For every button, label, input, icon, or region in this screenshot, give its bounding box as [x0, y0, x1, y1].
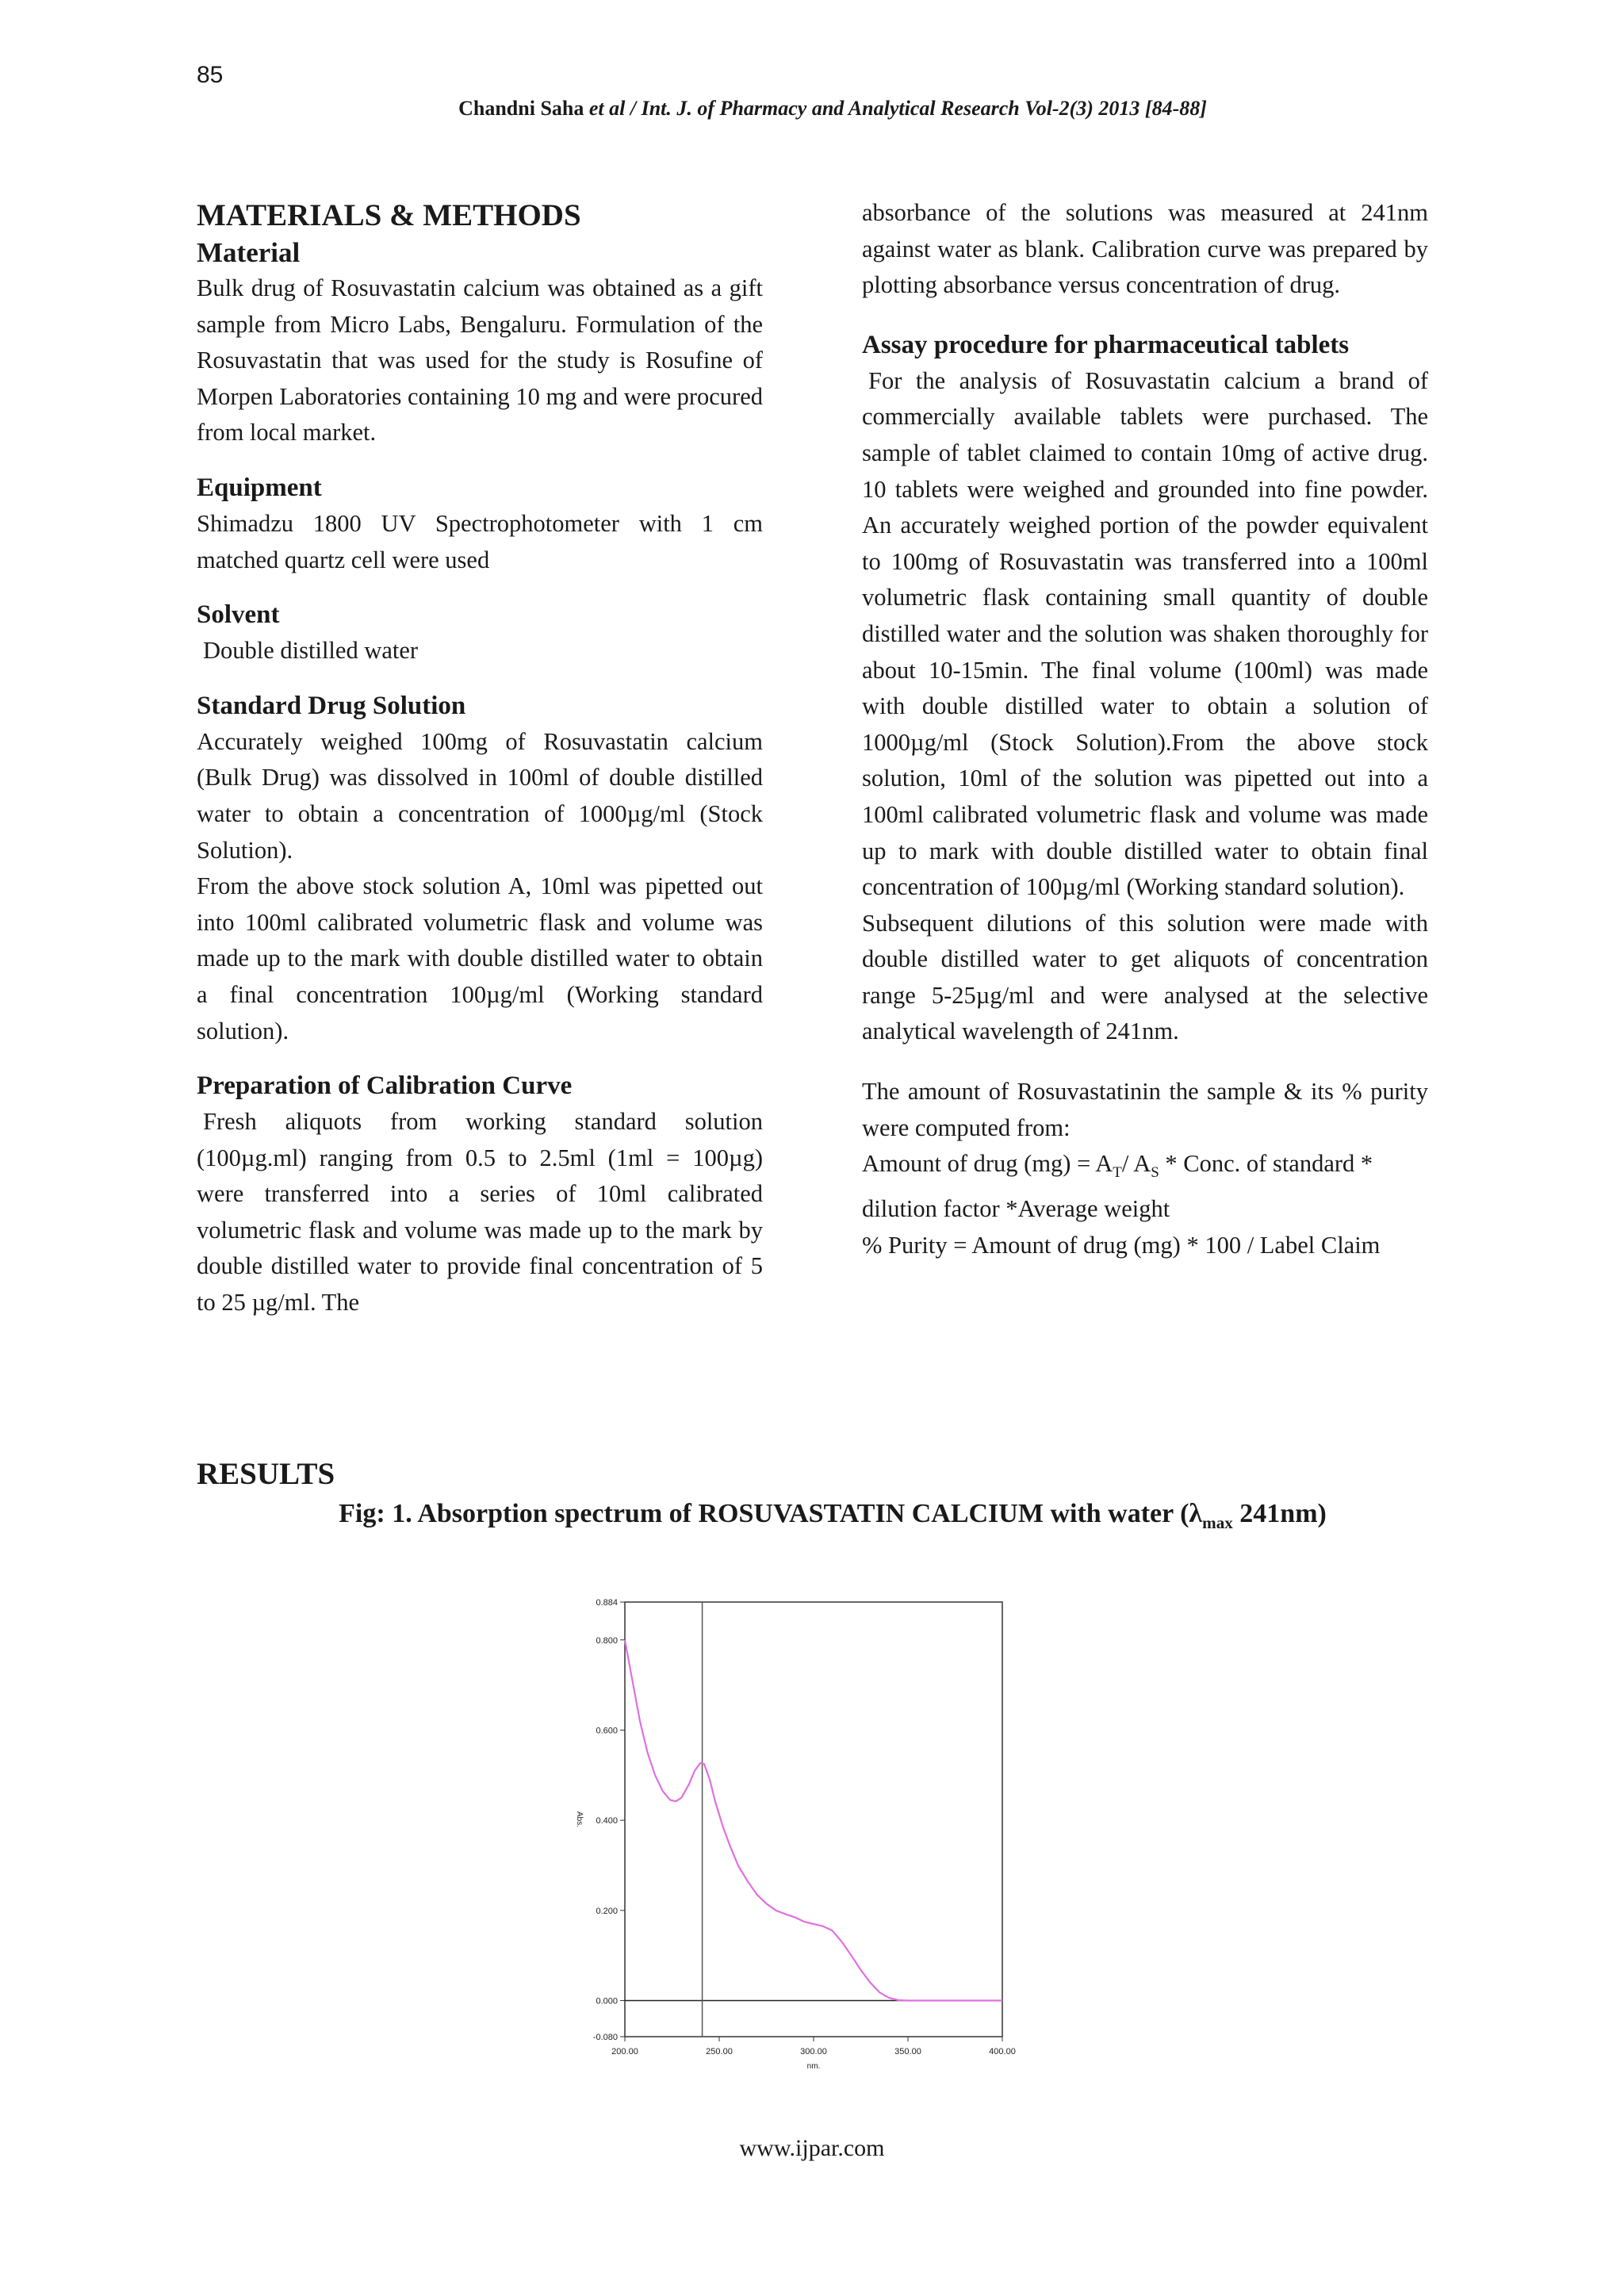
- y-tick-label-6: 0.884: [596, 1598, 618, 1608]
- x-tick-label-2: 300.00: [800, 2047, 827, 2056]
- assay-paragraph-2: Subsequent dilutions of this solution were made with double distilled water to get aliquots of concentration range 5-25µg/ml and were analysed at the selective analytical wavelength of 241nm.: [862, 909, 1428, 1045]
- right-column: [862, 195, 1428, 1263]
- y-tick-label-2: 0.200: [596, 1906, 618, 1916]
- plot-frame: [625, 1602, 1002, 2037]
- figure-caption: [238, 1499, 1427, 1533]
- amount-paragraph: The amount of Rosuvastatinin the sample & its % purity were computed from:: [862, 1078, 1428, 1141]
- material-heading: Material: [197, 237, 301, 268]
- calibration-paragraph: Fresh aliquots from working standard solution (100µg.ml) ranging from 0.5 to 2.5ml (1ml = 100µg) were transferred into a series of 10ml calibrated volumetric flask and volume was made up to the mark by double distilled water to provide final concentration of 5 to 25 µg/ml. The: [197, 1108, 763, 1317]
- y-tick-label-1: 0.000: [596, 1996, 618, 2007]
- equipment-paragraph: Shimadzu 1800 UV Spectrophotometer with 1 cm matched quartz cell were used: [197, 509, 763, 573]
- page-number: 85: [197, 62, 224, 88]
- solvent-paragraph: Double distilled water: [203, 637, 419, 665]
- assay-paragraph-1: For the analysis of Rosuvastatin calcium a brand of commercially available tablets were purchased. The sample of tablet claimed to contain 10mg of active drug. 10 tablets were weighed and grounded into fine powder. An accurately weighed portion of the powder equivalent to 100mg of Rosuvastatin was transferred into a 100ml volumetric flask containing small quantity of double distilled water and the solution was shaken thoroughly for about 10-15min. The final volume (100ml) was made with double distilled water to obtain a solution of 1000µg/ml (Stock Solution).From the above stock solution, 10ml of the solution was pipetted out into a 100ml calibrated volumetric flask and volume was made up to mark with double distilled water to obtain final concentration of 100µg/ml (Working standard solution).: [862, 366, 1428, 901]
- absorption-spectrum-chart: [555, 1586, 1031, 2094]
- calibration-heading: Preparation of Calibration Curve: [197, 1071, 573, 1101]
- x-axis-label: nm.: [806, 2062, 821, 2071]
- continuation-paragraph: absorbance of the solutions was measured at 241nm against water as blank. Calibration curve was prepared by plotting absorbance versus concentration of drug.: [862, 199, 1428, 299]
- standard-solution-paragraph-2: From the above stock solution A, 10ml was pipetted out into 100ml calibrated volumetric flask and volume was made up to the mark with double distilled water to obtain a final concentration 100µg/ml (Working standard solution).: [197, 872, 763, 1045]
- caption-part-a: Fig: 1. Absorption spectrum of ROSUVASTATIN CALCIUM with water (λ: [339, 1499, 1203, 1528]
- formula-sub-s: S: [1151, 1164, 1159, 1182]
- running-head-journal: / Int. J. of Pharmacy and Analytical Research Vol-2(3) 2013 [84-88]: [630, 97, 1207, 120]
- purity-formula: % Purity = Amount of drug (mg) * 100 / Label Claim: [862, 1231, 1381, 1259]
- section-title: MATERIALS & METHODS: [197, 198, 581, 232]
- assay-heading: Assay procedure for pharmaceutical tablets: [862, 330, 1350, 359]
- running-head: [238, 97, 1427, 121]
- running-head-author: Chandni Saha: [458, 97, 584, 120]
- x-tick-label-1: 250.00: [706, 2047, 733, 2056]
- results-heading: RESULTS: [197, 1457, 335, 1491]
- caption-part-b: 241nm): [1232, 1499, 1327, 1528]
- standard-solution-heading: Standard Drug Solution: [197, 691, 466, 720]
- y-tick-label-5: 0.800: [596, 1635, 618, 1646]
- left-column: [197, 197, 763, 1321]
- y-tick-label-0: -0.080: [592, 2033, 618, 2042]
- caption-sub: max: [1202, 1512, 1233, 1532]
- running-head-etal: et al: [588, 97, 626, 120]
- equipment-heading: Equipment: [197, 473, 322, 502]
- solvent-heading: Solvent: [197, 600, 280, 630]
- formula-part-c: * Conc. of standard * dilution factor *Average weight: [862, 1150, 1373, 1222]
- standard-solution-paragraph-1: Accurately weighed 100mg of Rosuvastatin calcium (Bulk Drug) was dissolved in 100ml of double distilled water to obtain a concentration of 1000µg/ml (Stock Solution).: [197, 727, 763, 864]
- material-paragraph: Bulk drug of Rosuvastatin calcium was obtained as a gift sample from Micro Labs, Bengaluru. Formulation of the Rosuvastatin that was used for the study is Rosufine of Morpen Laboratories containing 10 mg and were procured from local market.: [197, 274, 763, 447]
- amount-formula: [862, 1146, 1428, 1227]
- y-axis-label: Abs.: [575, 1811, 584, 1828]
- y-tick-label-3: 0.400: [596, 1816, 618, 1826]
- formula-sub-t: T: [1113, 1164, 1122, 1182]
- formula-part-b: / A: [1121, 1150, 1151, 1178]
- x-tick-label-0: 200.00: [611, 2047, 638, 2056]
- formula-part-a: Amount of drug (mg) = A: [862, 1150, 1113, 1178]
- x-tick-label-4: 400.00: [989, 2047, 1016, 2056]
- footer-url: www.ijpar.com: [739, 2135, 885, 2161]
- x-tick-label-3: 350.00: [894, 2047, 921, 2056]
- y-tick-label-4: 0.600: [596, 1726, 618, 1736]
